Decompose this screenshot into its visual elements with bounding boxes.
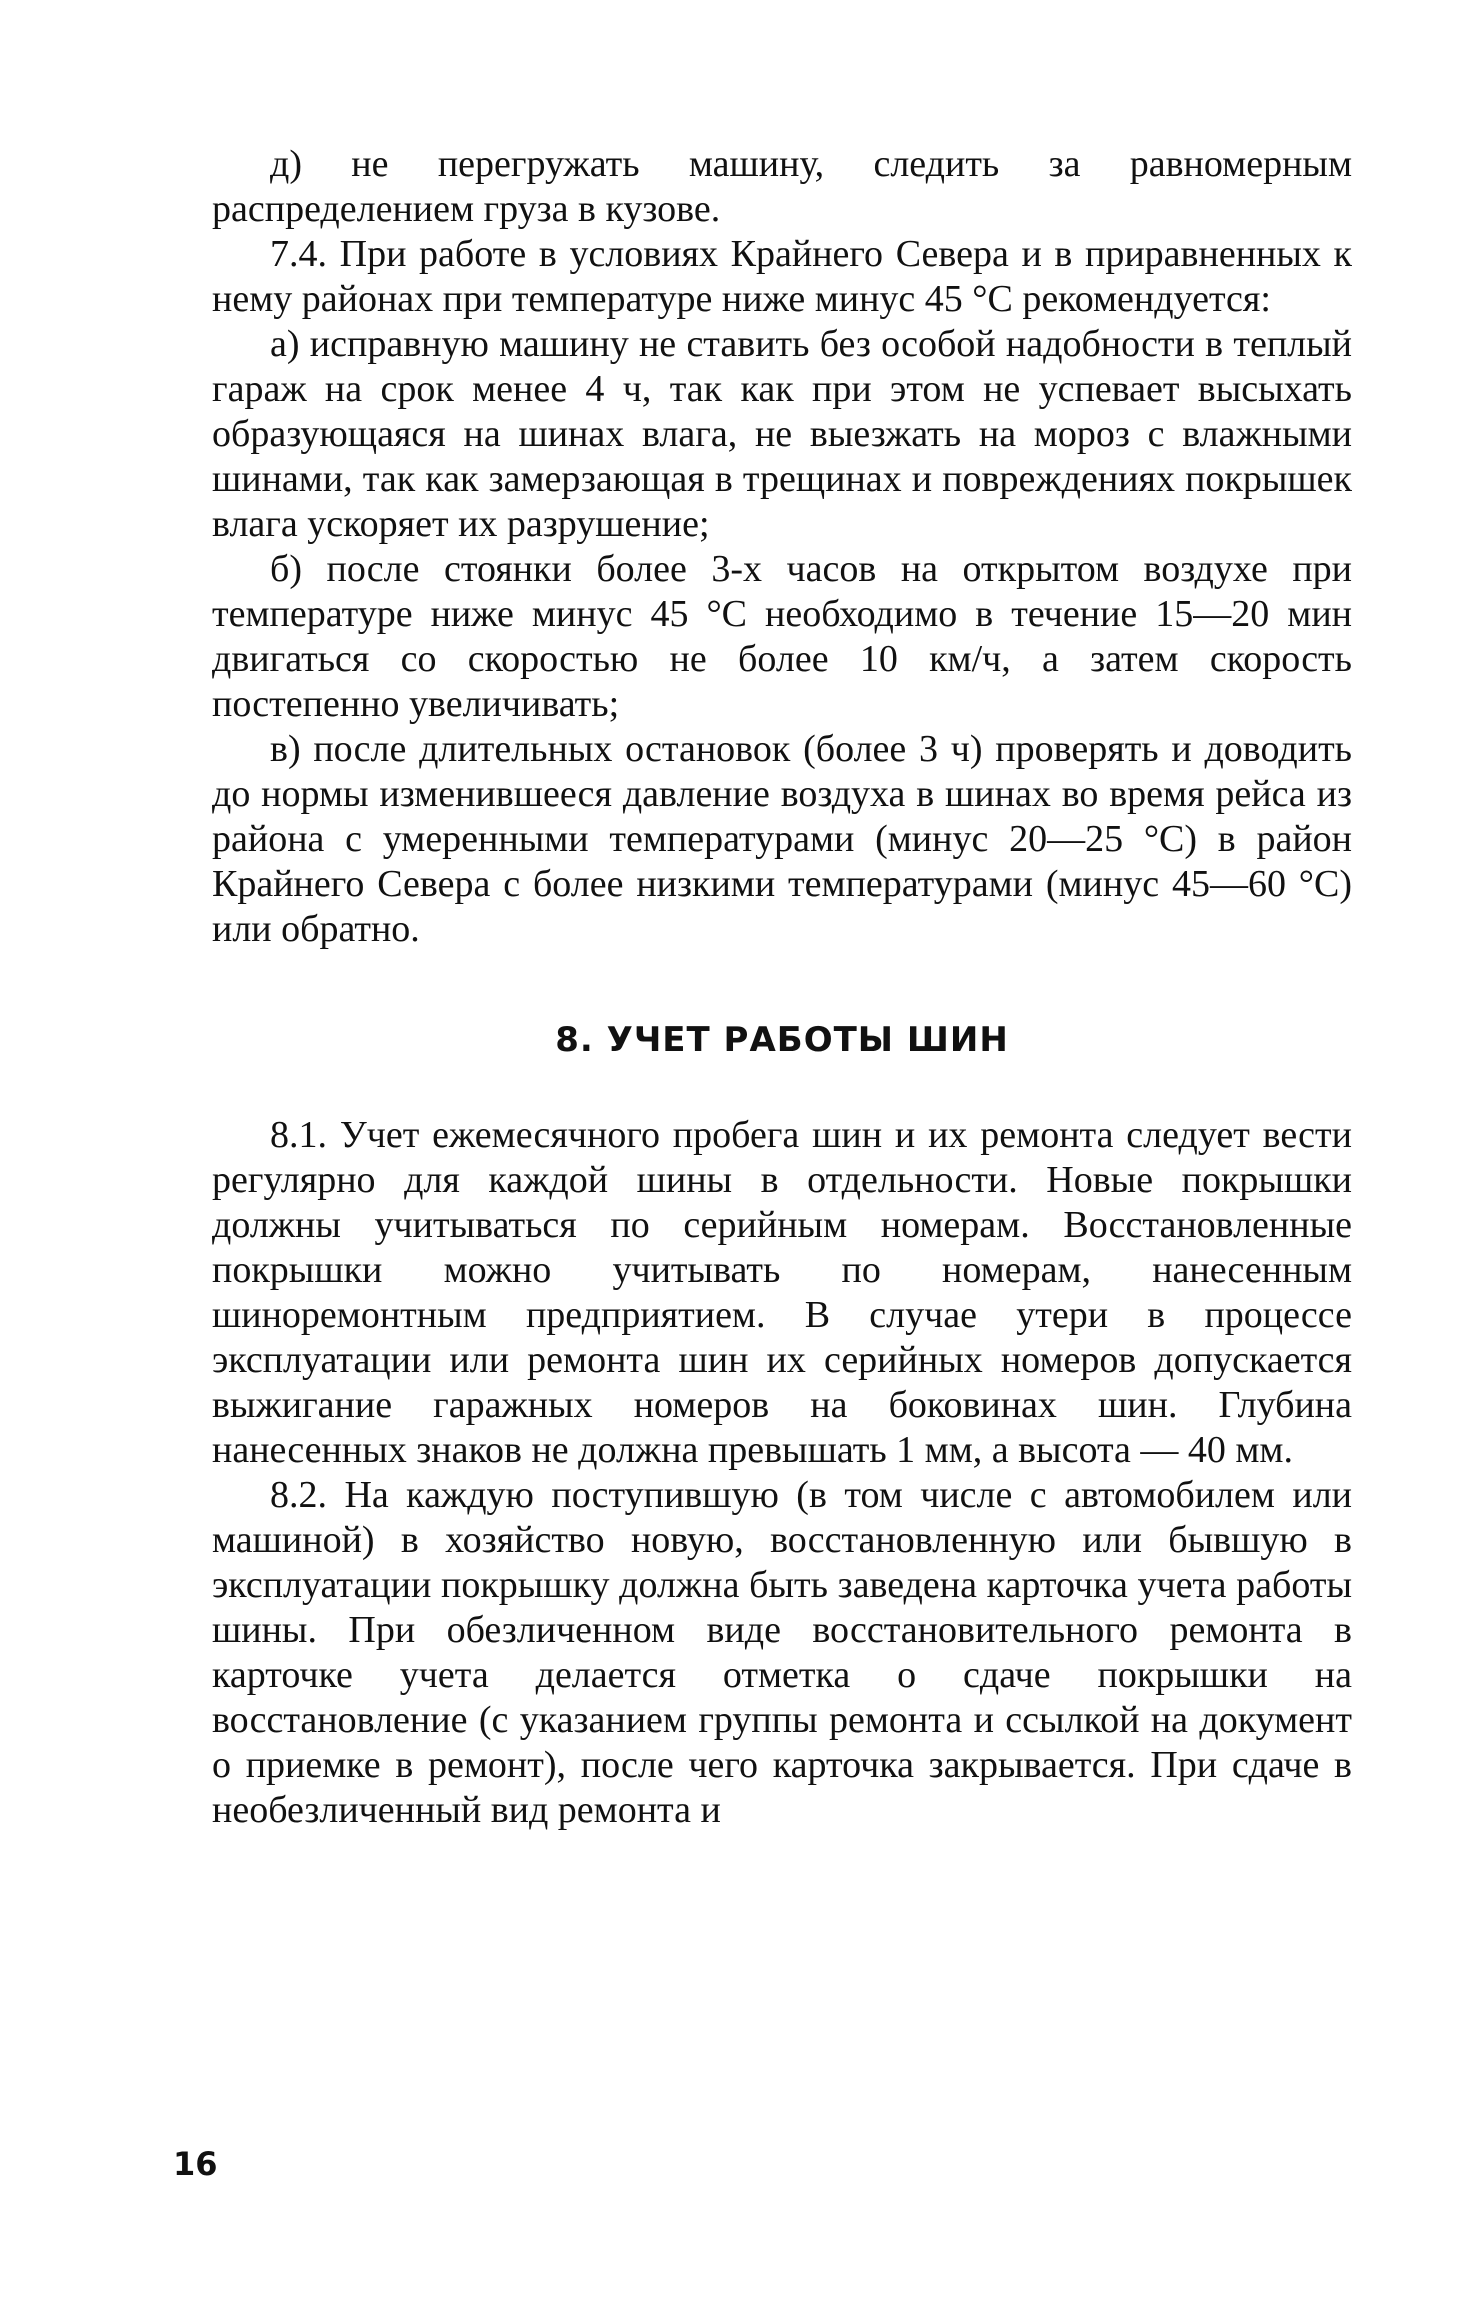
page-number: 16 xyxy=(173,2145,218,2183)
paragraph-8-1: 8.1. Учет ежемесячного пробега шин и их ремонта следует вести регулярно для каждой шины в отдельности. Новые покрышки должны учитываться по серийным номерам. Восстановленные покрышки можно учитывать по номерам, нанесенным шиноремонтным предприятием. В случае утери в процессе эксплуатации или ремонта шин их серийных номеров допускается выжигание гаражных номеров на боковинах шин. Глубина нанесенных знаков не должна превышать 1 мм, а высота — 40 мм. xyxy=(212,1114,1352,1471)
paragraph-8-2: 8.2. На каждую поступившую (в том числе с автомобилем или машиной) в хозяйство новую, восстановленную или бывшую в эксплуатации покрышку должна быть заведена карточка учета работы шины. При обезличенном виде восстановительного ремонта в карточке учета делается отметка о сдаче покрышки на восстановление (с указанием группы ремонта и ссылкой на документ о приемке в ремонт), после чего карточка закрывается. При сдаче в необезличенный вид ремонта и xyxy=(212,1474,1352,1831)
paragraph-a: а) исправную машину не ставить без особой надобности в теплый гараж на срок менее 4 ч, так как при этом не успевает высыхать образующаяся на шинах влага, не выезжать на мороз с влажными шинами, так как замерзающая в трещинах и повреждениях покрышек влага ускоряет их разрушение; xyxy=(212,323,1352,545)
paragraph-b: б) после стоянки более 3-х часов на открытом воздухе при температуре ниже минус 45 °С необходимо в течение 15—20 мин двигаться со скоростью не более 10 км/ч, а затем скорость постепенно увеличивать; xyxy=(212,548,1352,725)
paragraph-v: в) после длительных остановок (более 3 ч) проверять и доводить до нормы изменившееся давление воздуха в шинах во время рейса из района с умеренными температурами (минус 20—25 °С) в район Крайнего Севера с более низкими температурами (минус 45—60 °С) или обратно. xyxy=(212,728,1352,950)
section-heading: 8. УЧЕТ РАБОТЫ ШИН xyxy=(555,1020,1009,1060)
paragraph-d: д) не перегружать машину, следить за равномерным распределением груза в кузове. xyxy=(212,143,1352,230)
page-body xyxy=(212,142,1352,1833)
paragraph-7-4: 7.4. При работе в условиях Крайнего Севера и в приравненных к нему районах при температуре ниже минус 45 °С рекомендуется: xyxy=(212,233,1352,320)
